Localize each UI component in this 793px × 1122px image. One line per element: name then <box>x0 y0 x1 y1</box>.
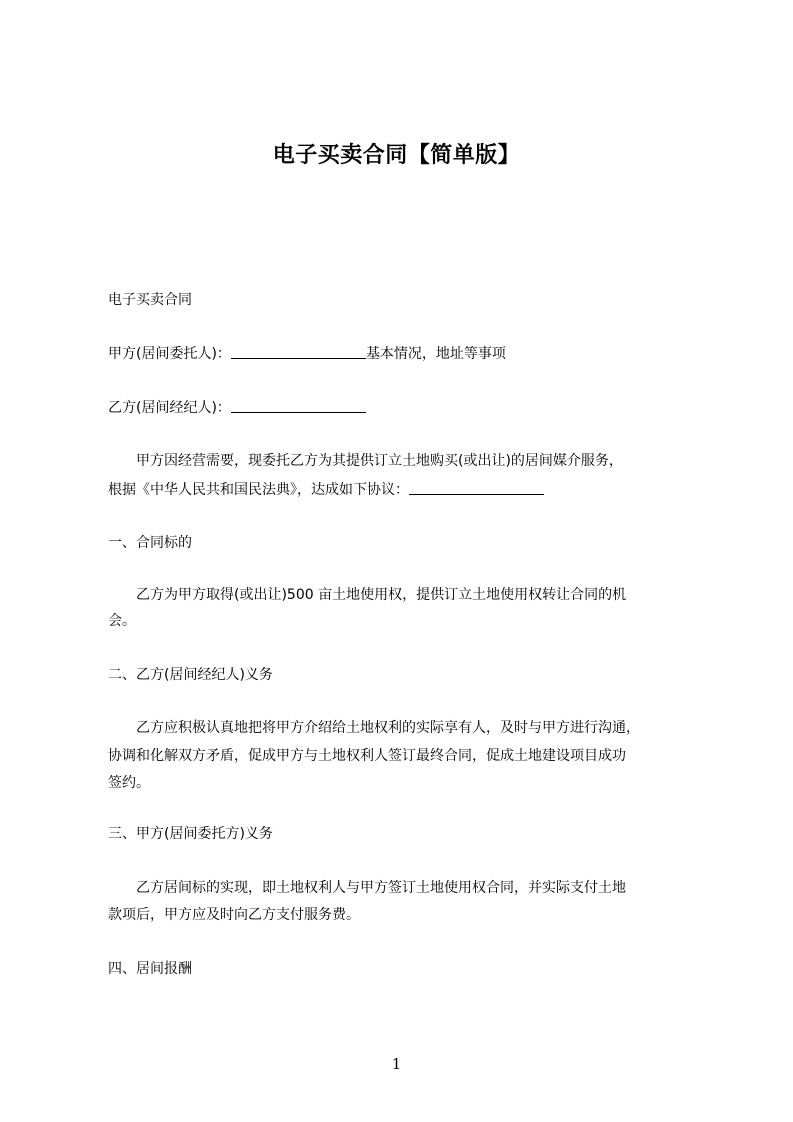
intro-line-2 <box>108 475 708 505</box>
intro-line-2-text: 根据《中华人民共和国民法典》，达成如下协议： <box>108 482 409 498</box>
section-text-line: 协调和化解双方矛盾，促成甲方与土地权利人签订最终合同，促成土地建设项目成功 <box>108 748 626 764</box>
section-heading: 二、乙方(居间经纪人)义务 <box>108 667 273 683</box>
section-text-line: 乙方应积极认真地把将甲方介绍给土地权利的实际享有人，及时与甲方进行沟通， <box>136 720 640 736</box>
party-b-label: 乙方(居间经纪人)： <box>108 400 231 416</box>
party-a-line <box>108 339 708 369</box>
document-title: 电子买卖合同【简单版】 <box>272 143 521 168</box>
contract-subtitle: 电子买卖合同 <box>108 292 192 308</box>
party-a-suffix: 基本情况，地址等事项 <box>365 346 506 362</box>
section-heading: 三、甲方(居间委托方)义务 <box>108 826 273 842</box>
section-heading: 四、居间报酬 <box>108 961 192 977</box>
section-text-line: 乙方居间标的实现，即土地权利人与甲方签订土地使用权合同，并实际支付土地 <box>136 880 626 896</box>
intro-blank <box>409 478 544 495</box>
section-heading: 一、合同标的 <box>108 535 192 551</box>
section-text-line: 会。 <box>108 613 136 629</box>
section-text-line: 乙方为甲方取得(或出让)500 亩土地使用权，提供订立土地使用权转让合同的机 <box>136 587 627 603</box>
section-text-line: 款项后，甲方应及时向乙方支付服务费。 <box>108 907 360 923</box>
page-number: 1 <box>391 1055 402 1073</box>
section-text-line: 签约。 <box>108 775 150 791</box>
party-a-blank <box>231 342 366 359</box>
party-a-label: 甲方(居间委托人)： <box>108 346 231 362</box>
party-b-blank <box>231 396 366 413</box>
party-b-line <box>108 393 708 423</box>
intro-line-1: 甲方因经营需要，现委托乙方为其提供订立土地购买(或出让)的居间媒介服务， <box>136 453 623 469</box>
